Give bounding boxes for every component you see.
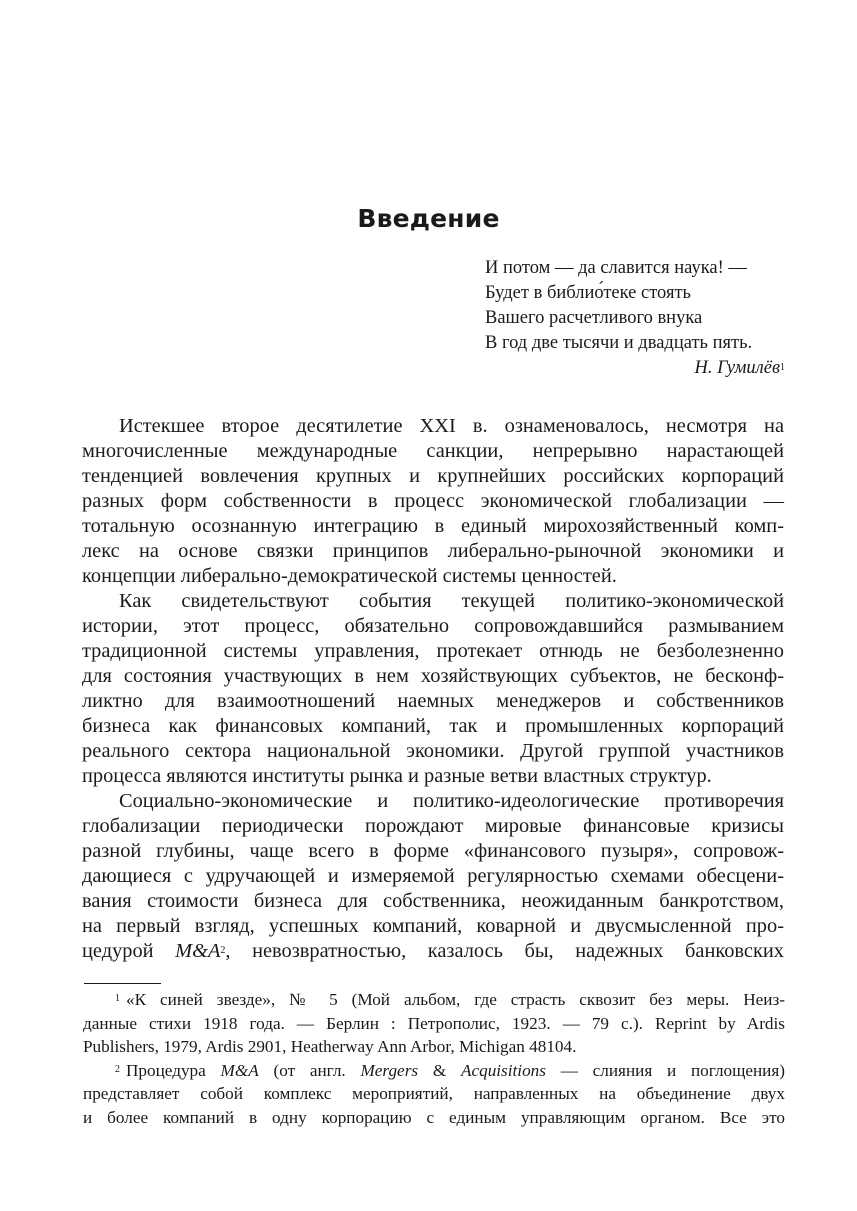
- paragraph-1-line: Истекшее второе десятилетие XXI в. ознаменовалось, несмотря на: [119, 415, 784, 437]
- term-ma: M&A: [220, 1060, 259, 1080]
- paragraph-2-line: для состояния участвующих в нем хозяйствующих субъектов, не бесконф-: [82, 665, 784, 687]
- paragraph-3-line: дающиеся с удручающей и измеряемой регулярностью схемами обесцени-: [82, 865, 784, 887]
- footnotes: [83, 988, 785, 1130]
- footnote-1-line: данные стихи 1918 года. — Берлин : Петрополис, 1923. — 79 с.). Reprint by Ardis: [83, 1013, 785, 1033]
- page-title: Введение: [357, 204, 500, 233]
- footnote-ref-1[interactable]: 1: [780, 362, 785, 373]
- footnote-2-number: 2: [115, 1063, 120, 1075]
- epigraph-line: Будет в библио́теке стоять: [485, 283, 691, 303]
- paragraph-2-line: процесса являются институты рынка и разные ветви властных структур.: [82, 765, 712, 787]
- paragraph-2-line: реального сектора национальной экономики. Другой группой участников: [82, 740, 784, 762]
- text-fragment: (от англ.: [258, 1060, 361, 1080]
- paragraph-3-line: Социально-экономические и политико-идеологические противоречия: [119, 790, 784, 812]
- term-acquisitions: Acquisitions: [460, 1060, 546, 1080]
- footnote-1-line: Publishers, 1979, Ardis 2901, Heatherway Ann Arbor, Michigan 48104.: [83, 1037, 577, 1057]
- paragraph-3-line: вания стоимости бизнеса для собственника, неожиданным банкротством,: [82, 890, 784, 912]
- text-fragment: &: [418, 1060, 461, 1080]
- paragraph-3-line: [82, 939, 784, 964]
- footnote-1-number: 1: [115, 993, 120, 1004]
- paragraph-1-line: концепции либерально-демократической системы ценностей.: [82, 565, 617, 587]
- paragraph-2-line: Как свидетельствуют события текущей политико-экономической: [119, 590, 784, 612]
- term-ma: M&A: [175, 940, 221, 962]
- footnote-1-text: «К синей звезде», № 5 (Мой альбом, где страсть сквозит без меры. Неиз-: [126, 990, 785, 1009]
- epigraph-line: И потом — да славится наука! —: [485, 258, 747, 278]
- text-fragment: цедурой: [82, 940, 176, 962]
- term-mergers: Mergers: [360, 1060, 419, 1080]
- epigraph-author-name: Н. Гумилёв: [694, 358, 780, 378]
- paragraph-3-line: глобализации периодически порождают мировые финансовые кризисы: [82, 815, 784, 837]
- footnote-divider: [84, 983, 161, 984]
- footnote-2-line: [83, 1059, 785, 1083]
- paragraph-2-line: ликтно для взаимоотношений наемных менеджеров и собственников: [82, 690, 784, 712]
- paragraph-1-line: разных форм собственности в процесс экономической глобализации —: [82, 490, 784, 512]
- paragraph-1-line: тенденцией вовлечения крупных и крупнейших российских корпораций: [82, 465, 784, 487]
- epigraph-author: [485, 356, 785, 381]
- paragraph-3-line: разной глубины, чаще всего в форме «финансового пузыря», сопровож-: [82, 840, 784, 862]
- text-fragment: Процедура: [126, 1060, 221, 1080]
- paragraph-2-line: истории, этот процесс, обязательно сопровождавшийся размыванием: [82, 615, 784, 637]
- paragraph-1-line: многочисленные международные санкции, непрерывно нарастающей: [82, 440, 784, 462]
- footnote-2-line: и более компаний в одну корпорацию с единым управляющим органом. Все это: [83, 1107, 785, 1127]
- footnote-1-line: [83, 988, 785, 1012]
- text-fragment: — слияния и поглощения): [545, 1060, 786, 1080]
- paragraph-2-line: бизнеса как финансовых компаний, так и промышленных корпораций: [82, 715, 784, 737]
- paragraph-2-line: традиционной системы управления, протекает отнюдь не безболезненно: [82, 640, 784, 662]
- epigraph: [485, 256, 785, 381]
- paragraph-1-line: лекс на основе связки принципов либерально-рыночной экономики и: [82, 540, 784, 562]
- paragraph-3-line: на первый взгляд, успешных компаний, коварной и двусмысленной про-: [82, 915, 784, 937]
- footnote-2-line: представляет собой комплекс мероприятий, направленных на объединение двух: [83, 1084, 785, 1104]
- body-text: [82, 414, 784, 964]
- epigraph-line: В год две тысячи и двадцать пять.: [485, 333, 753, 353]
- epigraph-line: Вашего расчетливого внука: [485, 308, 703, 328]
- footnote-ref-2[interactable]: 2: [220, 945, 226, 956]
- paragraph-1-line: тотальную осознанную интеграцию в единый мирохозяйственный комп-: [82, 515, 784, 537]
- text-fragment: , невозвратностью, казалось бы, надежных банковских: [225, 940, 784, 962]
